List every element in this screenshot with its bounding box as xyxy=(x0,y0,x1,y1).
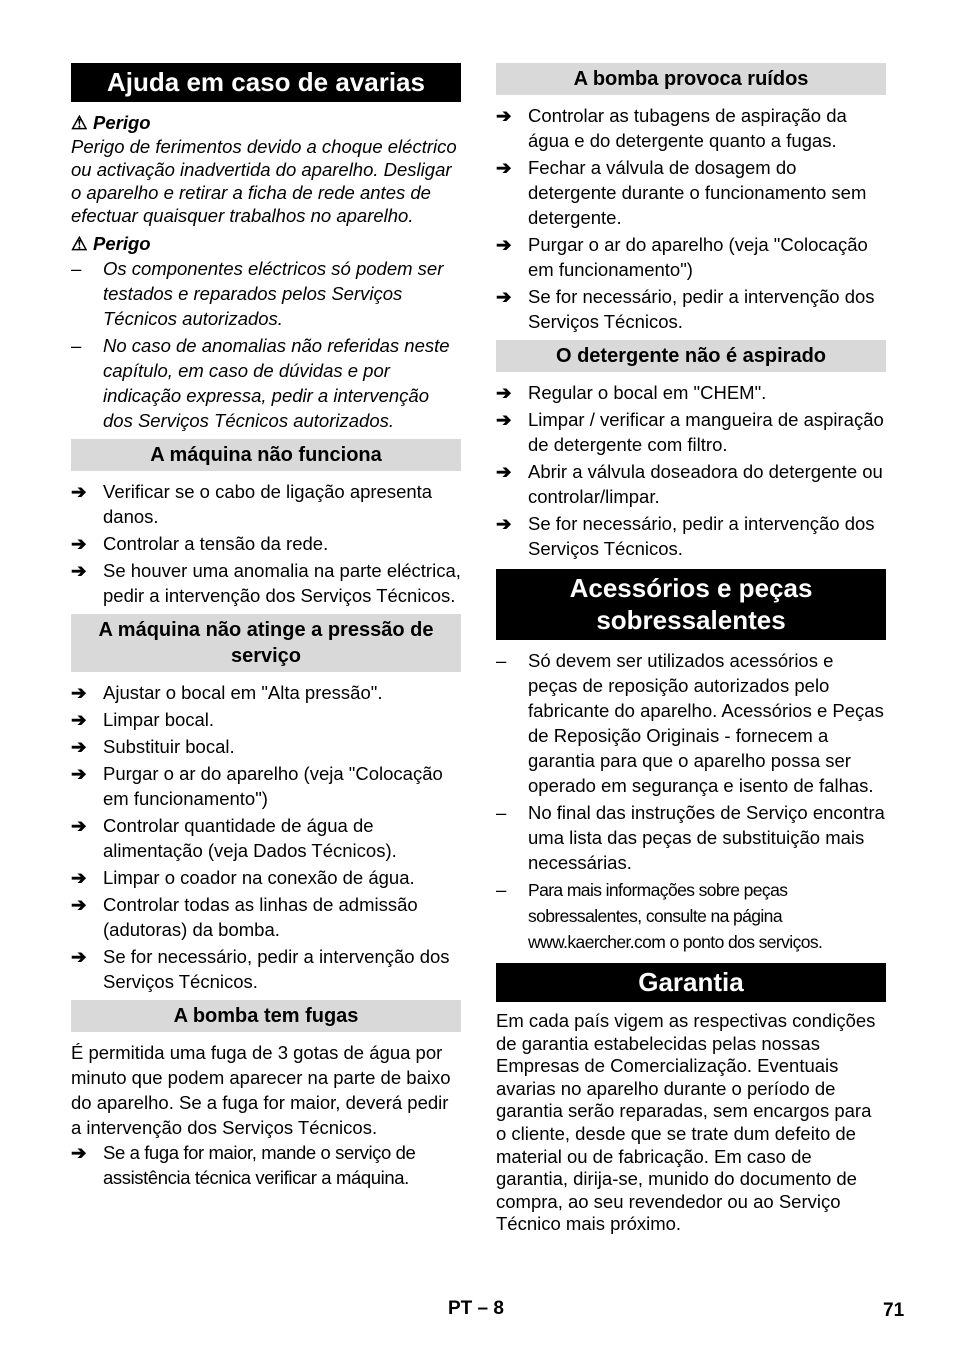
arrow-icon: ➔ xyxy=(496,461,512,482)
arrow-icon: ➔ xyxy=(71,867,87,888)
section-title-accessories: Acessórios e peças sobressalentes xyxy=(496,569,886,640)
instruction-list xyxy=(71,479,461,608)
warning-label: Perigo xyxy=(93,233,151,254)
list-item: ➔ Limpar bocal. xyxy=(71,709,215,730)
subsection-title-pump-leaks: A bomba tem fugas xyxy=(71,1000,461,1032)
list-item: ➔ Purgar o ar do aparelho (veja "Colocação em funcionamento") xyxy=(71,763,443,809)
instruction-list xyxy=(496,103,886,334)
list-item: – Para mais informações sobre peças sobressalentes, consulte na página www.kaercher.com o ponto dos serviços. xyxy=(496,879,823,952)
section-title-warranty: Garantia xyxy=(496,963,886,1002)
dash-marker: – xyxy=(71,258,82,279)
footer-language-page: PT – 8 xyxy=(448,1298,504,1319)
body-paragraph: É permitida uma fuga de 3 gotas de água por minuto que podem aparecer na parte de baixo do aparelho. Se a fuga for maior, deverá pedir a intervenção dos Serviços Técnicos. xyxy=(71,1042,451,1138)
arrow-icon: ➔ xyxy=(71,682,87,703)
list-item: – No caso de anomalias não referidas neste capítulo, em caso de dúvidas e por indicação expressa, pedir a intervenção dos Serviços Técnicos autorizados. xyxy=(71,335,450,431)
arrow-icon: ➔ xyxy=(71,533,87,554)
warning-label: Perigo xyxy=(93,112,151,133)
instruction-list xyxy=(71,680,461,994)
list-item: ➔ Se for necessário, pedir a intervenção dos Serviços Técnicos. xyxy=(496,513,875,559)
warning-triangle-icon: ⚠ xyxy=(71,112,88,133)
arrow-icon: ➔ xyxy=(71,946,87,967)
arrow-icon: ➔ xyxy=(71,894,87,915)
left-column xyxy=(71,63,461,1192)
accessories-list xyxy=(496,648,886,955)
list-item: ➔ Controlar todas as linhas de admissão (adutoras) da bomba. xyxy=(71,894,418,940)
subsection-title-detergent: O detergente não é aspirado xyxy=(496,340,886,372)
list-item: ➔ Verificar se o cabo de ligação apresenta danos. xyxy=(71,481,433,527)
warning-text: Perigo de ferimentos devido a choque eléctrico ou activação inadvertida do aparelho. Desligar o aparelho e retirar a ficha de rede antes de efectuar quaisquer trabalhos no aparelho. xyxy=(71,136,457,226)
dash-marker: – xyxy=(496,650,507,671)
list-item: – Só devem ser utilizados acessórios e peças de reposição autorizados pelo fabricante do aparelho. Acessórios e Peças de Reposição Originais - fornecem a garantia para que o aparelho possa ser operado em segurança e isento de falhas. xyxy=(496,650,884,796)
subsection-title-pressure: A máquina não atinge a pressão de serviço xyxy=(71,614,461,672)
arrow-icon: ➔ xyxy=(71,736,87,757)
arrow-icon: ➔ xyxy=(496,105,512,126)
list-item: ➔ Se for necessário, pedir a intervenção dos Serviços Técnicos. xyxy=(496,286,875,332)
list-item: – Os componentes eléctricos só podem ser testados e reparados pelos Serviços Técnicos autorizados. xyxy=(71,258,444,329)
arrow-icon: ➔ xyxy=(496,382,512,403)
list-item: ➔ Se for necessário, pedir a intervenção dos Serviços Técnicos. xyxy=(71,946,450,992)
warning-triangle-icon: ⚠ xyxy=(71,233,88,254)
section-title-troubleshooting: Ajuda em caso de avarias xyxy=(71,63,461,102)
list-item: ➔ Limpar / verificar a mangueira de aspiração de detergente com filtro. xyxy=(496,409,884,455)
list-item: – No final das instruções de Serviço encontra uma lista das peças de substituição mais necessárias. xyxy=(496,802,885,873)
dash-marker: – xyxy=(496,802,507,823)
arrow-icon: ➔ xyxy=(496,157,512,178)
page-number: 71 xyxy=(883,1300,905,1321)
subsection-title-pump-noise: A bomba provoca ruídos xyxy=(496,63,886,95)
arrow-icon: ➔ xyxy=(496,513,512,534)
list-item: ➔ Se a fuga for maior, mande o serviço de assistência técnica verificar a máquina. xyxy=(71,1142,416,1188)
warning-heading xyxy=(71,110,461,135)
list-item: ➔ Limpar o coador na conexão de água. xyxy=(71,867,415,888)
list-item: ➔ Se houver uma anomalia na parte eléctrica, pedir a intervenção dos Serviços Técnicos. xyxy=(71,560,461,606)
arrow-icon: ➔ xyxy=(71,560,87,581)
list-item: ➔ Controlar quantidade de água de alimentação (veja Dados Técnicos). xyxy=(71,815,397,861)
arrow-icon: ➔ xyxy=(496,409,512,430)
warning-heading xyxy=(71,231,461,256)
dash-marker: – xyxy=(496,879,507,900)
instruction-list xyxy=(496,380,886,561)
list-item: ➔ Substituir bocal. xyxy=(71,736,235,757)
dash-marker: – xyxy=(71,335,82,356)
list-item: ➔ Controlar a tensão da rede. xyxy=(71,533,329,554)
list-item: ➔ Regular o bocal em "CHEM". xyxy=(496,382,767,403)
list-item: ➔ Abrir a válvula doseadora do detergente ou controlar/limpar. xyxy=(496,461,883,507)
warning-list xyxy=(71,256,461,433)
warranty-paragraph: Em cada país vigem as respectivas condições de garantia estabelecidas pelas nossas Empresas de Comercialização. Eventuais avarias no aparelho durante o período de garantia serão reparadas, sem encargos para o cliente, desde que se trate dum defeito de material ou de fabricação. Em caso de garantia, dirija-se, munido do documento de compra, ao seu revendedor ou ao Serviço Técnico mais próximo. xyxy=(496,1010,876,1235)
right-column xyxy=(496,63,886,1236)
list-item: ➔ Ajustar o bocal em "Alta pressão". xyxy=(71,682,383,703)
list-item: ➔ Fechar a válvula de dosagem do detergente durante o funcionamento sem detergente. xyxy=(496,157,867,228)
arrow-icon: ➔ xyxy=(496,234,512,255)
instruction-list xyxy=(71,1140,461,1190)
arrow-icon: ➔ xyxy=(71,709,87,730)
arrow-icon: ➔ xyxy=(71,815,87,836)
arrow-icon: ➔ xyxy=(71,763,87,784)
list-item: ➔ Controlar as tubagens de aspiração da água e do detergente quanto a fugas. xyxy=(496,105,847,151)
arrow-icon: ➔ xyxy=(71,481,87,502)
arrow-icon: ➔ xyxy=(71,1142,87,1163)
list-item: ➔ Purgar o ar do aparelho (veja "Colocação em funcionamento") xyxy=(496,234,868,280)
subsection-title-no-function: A máquina não funciona xyxy=(71,439,461,471)
arrow-icon: ➔ xyxy=(496,286,512,307)
